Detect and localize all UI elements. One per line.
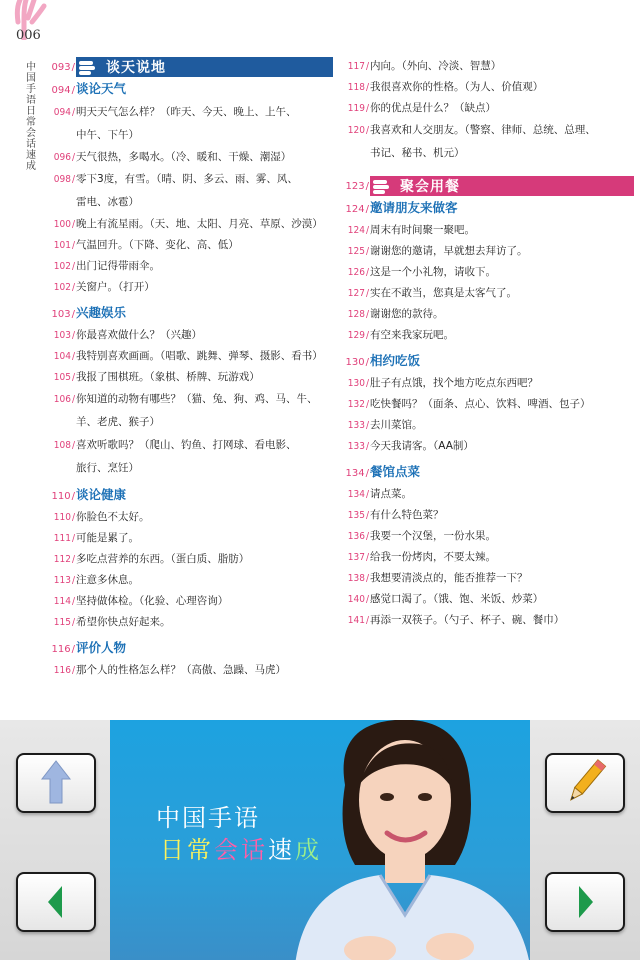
- phrase-entry[interactable]: [48, 549, 333, 570]
- pencil-icon: [547, 755, 623, 811]
- phrase-entry[interactable]: [48, 346, 333, 367]
- phrase-number: 133 /: [342, 436, 369, 457]
- phrase-number: 134 /: [342, 484, 369, 505]
- phrase-entry[interactable]: [48, 325, 333, 346]
- phrase-entry[interactable]: [342, 373, 634, 394]
- phrase-entry[interactable]: [342, 505, 634, 526]
- phrase-number: 138 /: [342, 568, 369, 589]
- home-button[interactable]: [16, 753, 96, 813]
- phrase-text: 吃快餐吗？（面条、点心、饮料、啤酒、包子）: [370, 398, 591, 410]
- phrase-number: 135 /: [342, 505, 369, 526]
- banner-number: 093 /: [48, 62, 75, 73]
- phrase-number: 098 /: [48, 168, 75, 191]
- section-heading: [48, 484, 333, 507]
- phrase-text: 谢谢您的款待。: [370, 308, 444, 320]
- phrase-entry[interactable]: [342, 325, 634, 346]
- section-number: 134 /: [342, 463, 369, 484]
- banner-title: 聚会用餐: [400, 179, 460, 195]
- phrase-number: 133 /: [342, 415, 369, 436]
- phrase-number: 104 /: [48, 346, 75, 367]
- phrase-text: 我报了围棋班。（象棋、桥牌、玩游戏）: [76, 371, 260, 383]
- section-heading: [342, 461, 634, 484]
- phrase-number: 110 /: [48, 507, 75, 528]
- phrase-entry[interactable]: [342, 484, 634, 505]
- phrase-text: 明天天气怎么样？（昨天、今天、晚上、上午、: [76, 106, 297, 118]
- phrase-number: 118 /: [342, 77, 369, 98]
- right-column: [342, 56, 634, 631]
- pointing-hand-icon: [76, 57, 104, 77]
- phrase-text: 你脸色不太好。: [76, 511, 150, 523]
- phrase-text: 你知道的动物有哪些？（猫、兔、狗、鸡、马、牛、: [76, 393, 318, 405]
- phrase-entry[interactable]: [48, 101, 333, 147]
- phrase-entry[interactable]: [342, 526, 634, 547]
- phrase-number: 116 /: [48, 660, 75, 681]
- phrase-entry[interactable]: [48, 214, 333, 235]
- phrase-number: 120 /: [342, 119, 369, 142]
- phrase-number: 128 /: [342, 304, 369, 325]
- phrase-number: 106 /: [48, 388, 75, 411]
- phrase-number: 119 /: [342, 98, 369, 119]
- phrase-text: 气温回升。（下降、变化、高、低）: [76, 239, 239, 251]
- phrase-entry[interactable]: [342, 589, 634, 610]
- phrase-entry[interactable]: [342, 394, 634, 415]
- phrase-entry[interactable]: [48, 367, 333, 388]
- phrase-entry[interactable]: [48, 147, 333, 168]
- phrase-text: 谢谢您的邀请，早就想去拜访了。: [370, 245, 528, 257]
- left-column: [48, 56, 333, 681]
- section-number: 130 /: [342, 352, 369, 373]
- phrase-text: 感觉口渴了。（饿、饱、米饭、炒菜）: [370, 593, 544, 605]
- section-number: 094 /: [48, 80, 75, 101]
- phrase-number: 113 /: [48, 570, 75, 591]
- cover-title-line2: [160, 830, 322, 865]
- section-title: 邀请朋友来做客: [370, 200, 458, 215]
- section-title: 谈论天气: [76, 81, 127, 96]
- phrase-text: 天气很热，多喝水。（冷、暖和、干燥、潮湿）: [76, 151, 292, 163]
- phrase-number: 100 /: [48, 214, 75, 235]
- pointing-hand-icon: [370, 176, 398, 196]
- phrase-number: 141 /: [342, 610, 369, 631]
- phrase-entry[interactable]: [342, 56, 634, 77]
- section-heading: [342, 350, 634, 373]
- phrase-text: 再添一双筷子。（勺子、杯子、碗、餐巾）: [370, 614, 565, 626]
- phrase-number: 108 /: [48, 434, 75, 457]
- phrase-text: 零下3度，有雪。（晴、阴、多云、雨、雾、风、: [76, 173, 298, 185]
- phrase-text: 希望你快点好起来。: [76, 616, 171, 628]
- phrase-text-continued: 羊、老虎、猴子）: [76, 416, 160, 428]
- banner-bar: [370, 176, 634, 196]
- section-heading: [342, 197, 634, 220]
- phrase-entry[interactable]: [342, 241, 634, 262]
- phrase-number: 096 /: [48, 147, 75, 168]
- phrase-text: 坚持做体检。（化验、心理咨询）: [76, 595, 229, 607]
- section-heading: [48, 302, 333, 325]
- phrase-text: 喜欢听歌吗？（爬山、钓鱼、打网球、看电影、: [76, 439, 297, 451]
- phrase-entry[interactable]: [48, 591, 333, 612]
- book-cover-image: [110, 720, 530, 960]
- phrase-text: 那个人的性格怎么样？（高傲、急躁、马虎）: [76, 664, 286, 676]
- cover-title-part: 速: [268, 836, 295, 864]
- phrase-text: 内向。（外向、冷淡、智慧）: [370, 60, 502, 72]
- phrase-entry[interactable]: [48, 388, 333, 434]
- phrase-number: 101 /: [48, 235, 75, 256]
- section-banner: [342, 175, 634, 197]
- section-number: 103 /: [48, 304, 75, 325]
- phrase-entry[interactable]: [342, 98, 634, 119]
- banner-number: 123 /: [342, 181, 369, 192]
- section-title: 兴趣娱乐: [76, 305, 127, 320]
- phrase-entry[interactable]: [342, 547, 634, 568]
- phrase-text-continued: 雷电、冰雹）: [76, 196, 139, 208]
- phrase-entry[interactable]: [48, 168, 333, 214]
- phrase-entry[interactable]: [48, 570, 333, 591]
- phrase-entry[interactable]: [48, 277, 333, 298]
- section-title: 相约吃饭: [370, 353, 421, 368]
- phrase-text: 晚上有流星雨。（天、地、太阳、月亮、草原、沙漠）: [76, 218, 323, 230]
- phrase-text: 多吃点营养的东西。（蛋白质、脂肪）: [76, 553, 250, 565]
- phrase-text: 有空来我家玩吧。: [370, 329, 454, 341]
- section-title: 谈论健康: [76, 487, 127, 502]
- phrase-text: 出门记得带雨伞。: [76, 260, 160, 272]
- phrase-entry[interactable]: [342, 220, 634, 241]
- phrase-number: 127 /: [342, 283, 369, 304]
- phrase-number: 102 /: [48, 277, 75, 298]
- phrase-entry[interactable]: [48, 528, 333, 549]
- page-number: 006: [16, 28, 41, 43]
- phrase-number: 105 /: [48, 367, 75, 388]
- phrase-number: 115 /: [48, 612, 75, 633]
- phrase-number: 117 /: [342, 56, 369, 77]
- section-banner: [48, 56, 333, 78]
- phrase-entry[interactable]: [48, 235, 333, 256]
- phrase-text: 有什么特色菜？: [370, 509, 444, 521]
- banner-title: 谈天说地: [106, 60, 166, 76]
- phrase-text: 今天我请客。（AA制）: [370, 440, 474, 452]
- phrase-entry[interactable]: [342, 262, 634, 283]
- phrase-number: 094 /: [48, 101, 75, 124]
- home-arrow-icon: [18, 755, 94, 811]
- phrase-text: 去川菜馆。: [370, 419, 423, 431]
- phrase-entry[interactable]: [48, 256, 333, 277]
- phrase-number: 114 /: [48, 591, 75, 612]
- phrase-entry[interactable]: [48, 660, 333, 681]
- section-number: 124 /: [342, 199, 369, 220]
- edit-button[interactable]: [545, 753, 625, 813]
- phrase-text: 可能是累了。: [76, 532, 139, 544]
- phrase-text: 给我一份烤肉，不要太辣。: [370, 551, 496, 563]
- phrase-entry[interactable]: [48, 434, 333, 480]
- side-book-title: 中国手语日常会话速成: [26, 62, 36, 172]
- phrase-text: 我特别喜欢画画。（唱歌、跳舞、弹琴、摄影、看书）: [76, 350, 323, 362]
- phrase-entry[interactable]: [342, 283, 634, 304]
- banner-bar: [76, 57, 333, 77]
- phrase-number: 103 /: [48, 325, 75, 346]
- section-title: 餐馆点菜: [370, 464, 421, 479]
- section-heading: [48, 637, 333, 660]
- cover-title-part: 会话: [214, 836, 268, 864]
- phrase-text-continued: 书记、秘书、机元）: [370, 147, 465, 159]
- phrase-entry[interactable]: [342, 304, 634, 325]
- phrase-entry[interactable]: [342, 119, 634, 165]
- phrase-text: 请点菜。: [370, 488, 412, 500]
- section-title: 评价人物: [76, 640, 127, 655]
- phrase-number: 112 /: [48, 549, 75, 570]
- phrase-text: 关窗户。（打开）: [76, 281, 155, 293]
- phrase-entry[interactable]: [48, 507, 333, 528]
- phrase-text: 实在不敢当，您真是太客气了。: [370, 287, 517, 299]
- phrase-number: 126 /: [342, 262, 369, 283]
- right-triangle-icon: [547, 874, 623, 930]
- left-triangle-icon: [18, 874, 94, 930]
- phrase-number: 137 /: [342, 547, 369, 568]
- phrase-entry[interactable]: [342, 568, 634, 589]
- phrase-number: 111 /: [48, 528, 75, 549]
- phrase-number: 136 /: [342, 526, 369, 547]
- next-page-button[interactable]: [545, 872, 625, 932]
- phrase-text: 我很喜欢你的性格。（为人、价值观）: [370, 81, 544, 93]
- phrase-text: 你的优点是什么？（缺点）: [370, 102, 496, 114]
- phrase-text: 注意多休息。: [76, 574, 139, 586]
- phrase-text: 我要一个汉堡，一份水果。: [370, 530, 496, 542]
- phrase-text: 周末有时间聚一聚吧。: [370, 224, 475, 236]
- phrase-number: 125 /: [342, 241, 369, 262]
- bottom-navigation-area: [0, 720, 640, 960]
- phrase-number: 102 /: [48, 256, 75, 277]
- previous-page-button[interactable]: [16, 872, 96, 932]
- phrase-text: 你最喜欢做什么？（兴趣）: [76, 329, 202, 341]
- section-heading: [48, 78, 333, 101]
- phrase-number: 130 /: [342, 373, 369, 394]
- phrase-text: 这是一个小礼物，请收下。: [370, 266, 496, 278]
- section-number: 116 /: [48, 639, 75, 660]
- phrase-text: 肚子有点饿，找个地方吃点东西吧？: [370, 377, 538, 389]
- cover-title-part: 日常: [160, 836, 214, 864]
- phrase-text-continued: 旅行、烹饪）: [76, 462, 139, 474]
- phrase-entry[interactable]: [48, 612, 333, 633]
- cover-title-line1: 中国手语: [156, 804, 260, 832]
- phrase-text-continued: 中午、下午）: [76, 129, 139, 141]
- phrase-number: 132 /: [342, 394, 369, 415]
- phrase-text: 我喜欢和人交朋友。（警察、律师、总统、总理、: [370, 124, 596, 136]
- phrase-text: 我想要清淡点的，能否推荐一下？: [370, 572, 528, 584]
- phrase-number: 124 /: [342, 220, 369, 241]
- phrase-entry[interactable]: [342, 415, 634, 436]
- phrase-number: 140 /: [342, 589, 369, 610]
- cover-title-part: 成: [295, 836, 322, 864]
- section-number: 110 /: [48, 486, 75, 507]
- phrase-entry[interactable]: [342, 436, 634, 457]
- phrase-entry[interactable]: [342, 77, 634, 98]
- phrase-entry[interactable]: [342, 610, 634, 631]
- phrase-number: 129 /: [342, 325, 369, 346]
